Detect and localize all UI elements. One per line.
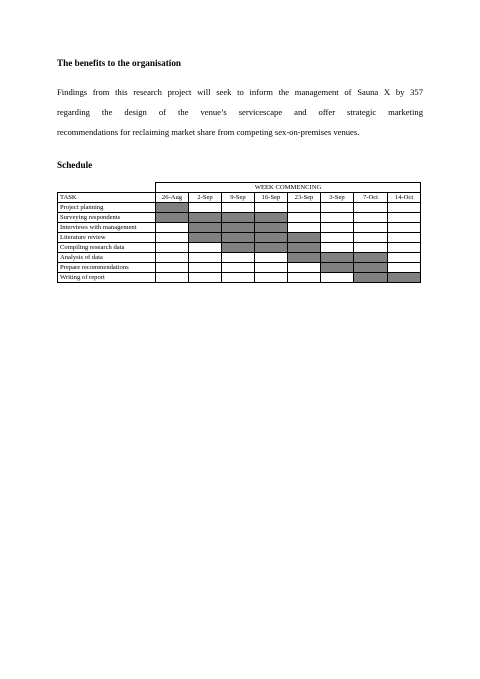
gantt-cell-active: [156, 213, 189, 223]
table-row: [58, 243, 421, 253]
gantt-cell-empty: [189, 203, 222, 213]
schedule-table: [57, 182, 421, 283]
gantt-cell-active: [222, 223, 255, 233]
gantt-cell-empty: [321, 243, 354, 253]
gantt-cell-empty: [354, 223, 388, 233]
table-row: [58, 213, 421, 223]
gantt-cell-empty: [388, 203, 421, 213]
gantt-cell-active: [288, 233, 321, 243]
gantt-cell-empty: [321, 273, 354, 283]
table-row: [58, 273, 421, 283]
schedule-heading: Schedule: [57, 160, 93, 170]
gantt-cell-active: [321, 253, 354, 263]
gantt-cell-empty: [156, 223, 189, 233]
table-row: [58, 263, 421, 273]
gantt-cell-active: [354, 273, 388, 283]
gantt-cell-active: [222, 243, 255, 253]
table-corner-blank: [58, 183, 156, 193]
gantt-cell-active: [321, 263, 354, 273]
gantt-cell-empty: [222, 253, 255, 263]
week-header-cell: 14-Oct: [388, 193, 421, 203]
gantt-cell-empty: [354, 213, 388, 223]
week-header-cell: 16-Sep: [255, 193, 288, 203]
table-row: [58, 253, 421, 263]
gantt-cell-active: [189, 223, 222, 233]
gantt-cell-empty: [156, 273, 189, 283]
gantt-cell-empty: [156, 253, 189, 263]
gantt-cell-active: [189, 233, 222, 243]
gantt-cell-empty: [255, 263, 288, 273]
week-header-cell: 26-Aug: [156, 193, 189, 203]
gantt-cell-empty: [156, 233, 189, 243]
gantt-cell-empty: [321, 213, 354, 223]
gantt-cell-active: [255, 233, 288, 243]
gantt-cell-empty: [388, 243, 421, 253]
gantt-cell-empty: [354, 233, 388, 243]
gantt-cell-active: [255, 223, 288, 233]
gantt-cell-empty: [288, 213, 321, 223]
table-row: [58, 223, 421, 233]
task-name-cell: Compiling research data: [58, 243, 156, 253]
table-week-header-row: [58, 193, 421, 203]
table-row: [58, 233, 421, 243]
table-group-header-row: [58, 183, 421, 193]
week-header-cell: 23-Sep: [288, 193, 321, 203]
gantt-cell-empty: [388, 213, 421, 223]
gantt-cell-empty: [156, 263, 189, 273]
gantt-cell-active: [288, 253, 321, 263]
task-name-cell: Surveying respondents: [58, 213, 156, 223]
week-commencing-header: WEEK COMMENCING: [156, 183, 421, 193]
gantt-cell-active: [156, 203, 189, 213]
gantt-cell-active: [222, 233, 255, 243]
table-row: [58, 203, 421, 213]
week-header-cell: 3-Sep: [321, 193, 354, 203]
gantt-cell-empty: [288, 223, 321, 233]
benefits-paragraph: [57, 82, 423, 142]
task-name-cell: Prepare recommendations: [58, 263, 156, 273]
gantt-cell-empty: [189, 263, 222, 273]
week-header-cell: 7-Oct: [354, 193, 388, 203]
gantt-cell-empty: [354, 243, 388, 253]
gantt-cell-empty: [354, 203, 388, 213]
week-header-cell: 2-Sep: [189, 193, 222, 203]
gantt-cell-active: [388, 273, 421, 283]
task-name-cell: Writing of report: [58, 273, 156, 283]
gantt-cell-empty: [288, 263, 321, 273]
task-name-cell: Literature review: [58, 233, 156, 243]
task-name-cell: Analysis of data: [58, 253, 156, 263]
gantt-cell-active: [354, 263, 388, 273]
paragraph-line: recommendations for reclaiming market share from competing sex-on-premises venues.: [57, 127, 360, 137]
gantt-cell-active: [189, 213, 222, 223]
gantt-cell-empty: [388, 263, 421, 273]
gantt-cell-empty: [321, 233, 354, 243]
gantt-cell-empty: [255, 273, 288, 283]
paragraph-line: regarding the design of the venue’s servicescape and offer strategic marketing: [57, 107, 423, 117]
gantt-cell-active: [222, 213, 255, 223]
week-header-cell: 9-Sep: [222, 193, 255, 203]
gantt-cell-active: [255, 243, 288, 253]
gantt-cell-active: [354, 253, 388, 263]
gantt-cell-empty: [189, 253, 222, 263]
gantt-cell-empty: [388, 223, 421, 233]
task-name-cell: Interviews with management: [58, 223, 156, 233]
paragraph-line: Findings from this research project will seek to inform the management of Sauna X by 357: [57, 87, 423, 97]
task-column-header: TASK: [58, 193, 156, 203]
gantt-cell-empty: [189, 243, 222, 253]
gantt-cell-active: [288, 243, 321, 253]
gantt-cell-active: [255, 213, 288, 223]
task-name-cell: Project planning: [58, 203, 156, 213]
gantt-cell-empty: [321, 223, 354, 233]
gantt-cell-empty: [222, 263, 255, 273]
gantt-cell-empty: [388, 233, 421, 243]
gantt-cell-empty: [388, 253, 421, 263]
gantt-cell-empty: [321, 203, 354, 213]
gantt-cell-empty: [255, 253, 288, 263]
gantt-cell-empty: [156, 243, 189, 253]
benefits-heading: The benefits to the organisation: [57, 58, 182, 68]
gantt-cell-empty: [189, 273, 222, 283]
schedule-table-body: [58, 183, 421, 283]
gantt-cell-empty: [255, 203, 288, 213]
gantt-cell-empty: [222, 203, 255, 213]
gantt-cell-empty: [222, 273, 255, 283]
gantt-cell-empty: [288, 273, 321, 283]
gantt-cell-empty: [288, 203, 321, 213]
